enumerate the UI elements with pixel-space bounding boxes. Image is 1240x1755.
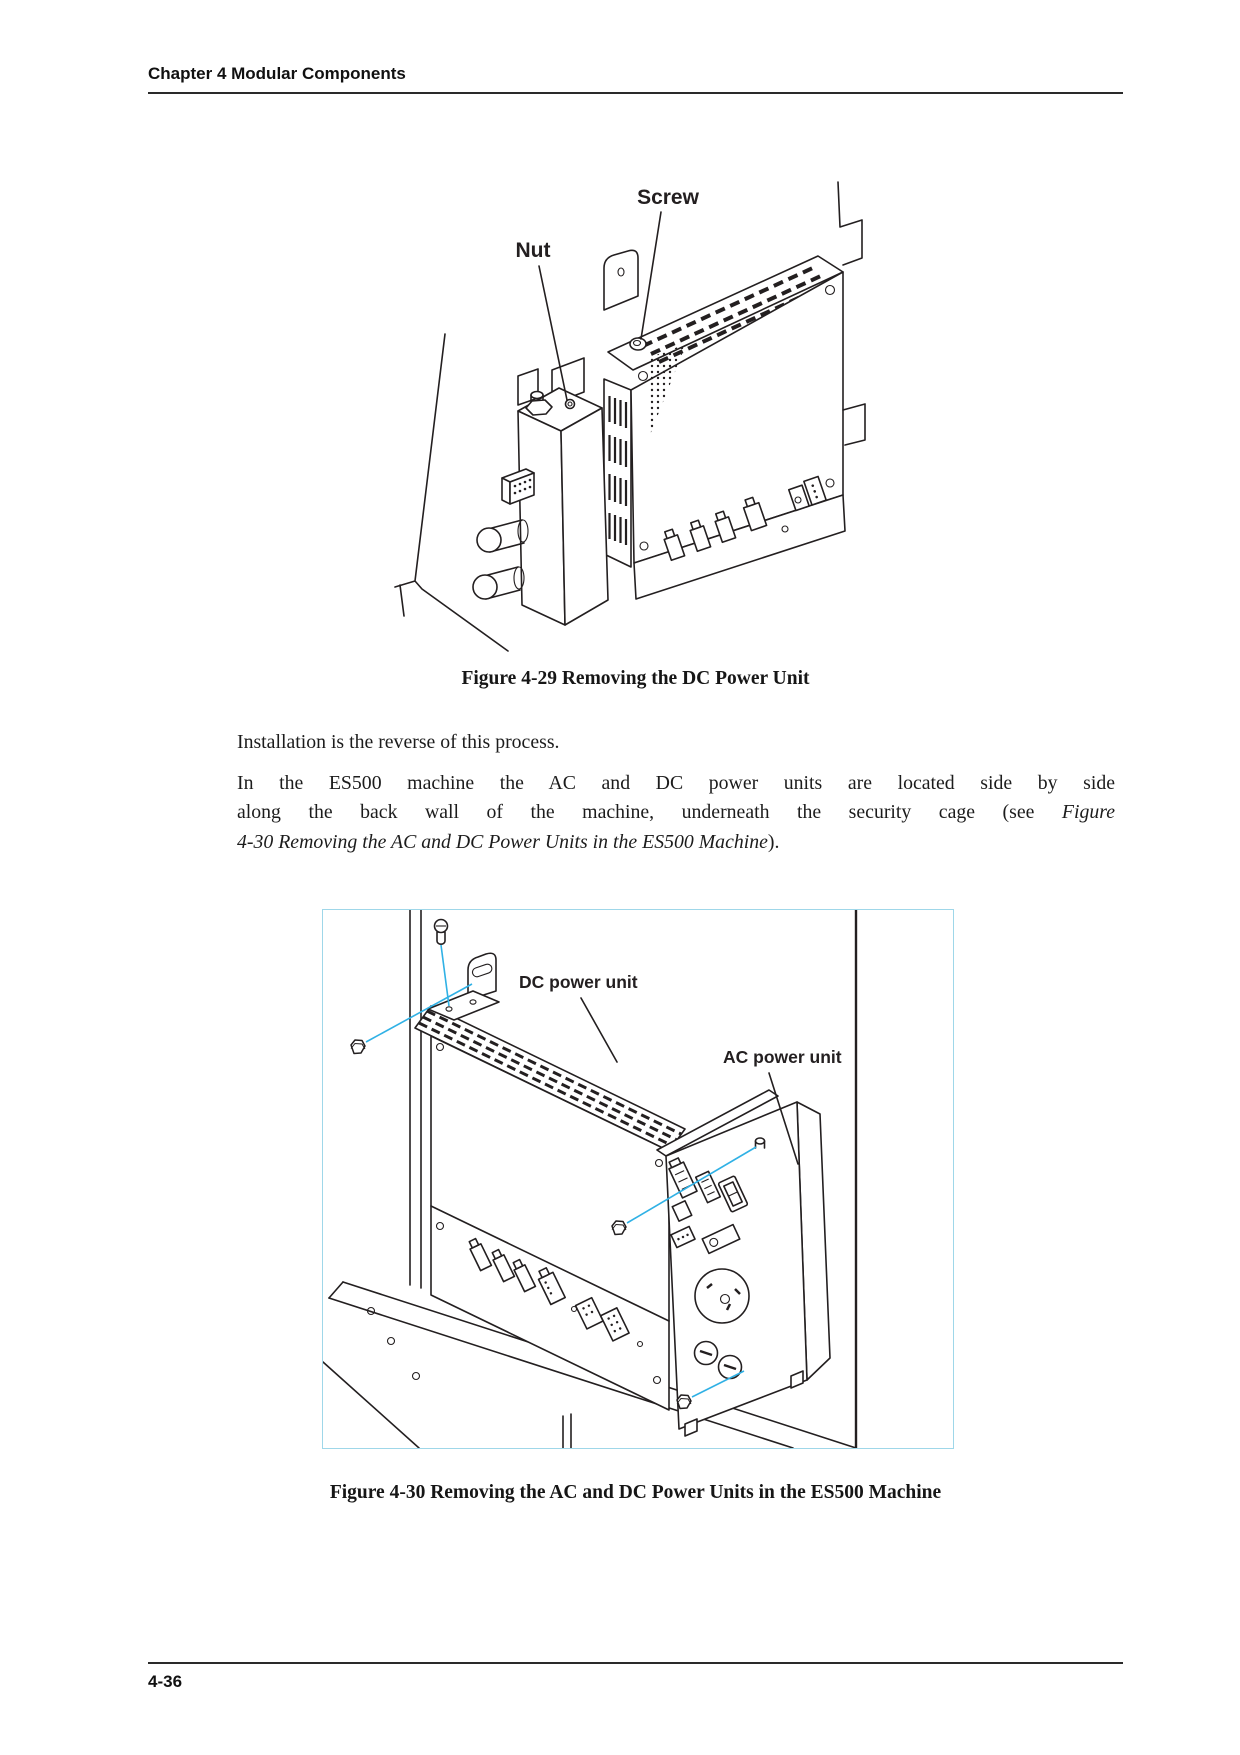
dc-label-leader xyxy=(581,998,617,1062)
cylinder-connector-2 xyxy=(473,567,524,599)
dc-unit-box xyxy=(473,358,608,625)
wall-edge-left xyxy=(395,334,508,651)
figure-4-29-drawing xyxy=(338,148,900,665)
figure-4-30-frame xyxy=(322,909,954,1449)
paragraph-installation: Installation is the reverse of this process. xyxy=(237,731,560,753)
figure-4-29-caption: Figure 4-29 Removing the DC Power Unit xyxy=(461,668,810,689)
paragraph-line-2: along the back wall of the machine, underneath the security cage (see Figure xyxy=(237,801,1115,823)
paragraph-line-3: 4-30 Removing the AC and DC Power Units in the ES500 Machine). xyxy=(237,830,780,853)
wall-edge-right xyxy=(838,182,862,265)
paragraph-es500 xyxy=(237,769,1115,858)
ac-front-face xyxy=(666,1102,807,1429)
nut-label: Nut xyxy=(515,239,551,262)
screw xyxy=(630,338,646,350)
large-unit xyxy=(604,250,865,599)
body-text xyxy=(237,728,1115,857)
dc-mounting-bracket xyxy=(428,953,499,1020)
left-nut xyxy=(351,1040,365,1054)
ac-outlet xyxy=(695,1269,749,1323)
ac-power-unit-label: AC power unit xyxy=(723,1047,842,1067)
bracket-tab xyxy=(604,250,638,310)
figure-4-30-drawing xyxy=(323,910,953,1448)
box-front-face xyxy=(561,408,608,625)
screw-label: Screw xyxy=(637,186,699,209)
dc-power-unit-label: DC power unit xyxy=(519,972,638,992)
chapter-header: Chapter 4 Modular Components xyxy=(148,64,406,83)
footer-rule xyxy=(148,1662,1123,1664)
dc-power-unit xyxy=(415,953,685,1410)
figure-4-30-caption: Figure 4-30 Removing the AC and DC Power Units in the ES500 Machine xyxy=(329,1482,942,1503)
paragraph-line-1: In the ES500 machine the AC and DC power units are located side by side xyxy=(237,771,1115,794)
screw-leader-line xyxy=(641,212,661,339)
page-number: 4-36 xyxy=(148,1672,183,1691)
top-screw xyxy=(435,920,448,945)
box-left-face xyxy=(518,411,565,625)
header-rule xyxy=(148,92,1123,94)
ac-power-unit xyxy=(657,1090,830,1436)
